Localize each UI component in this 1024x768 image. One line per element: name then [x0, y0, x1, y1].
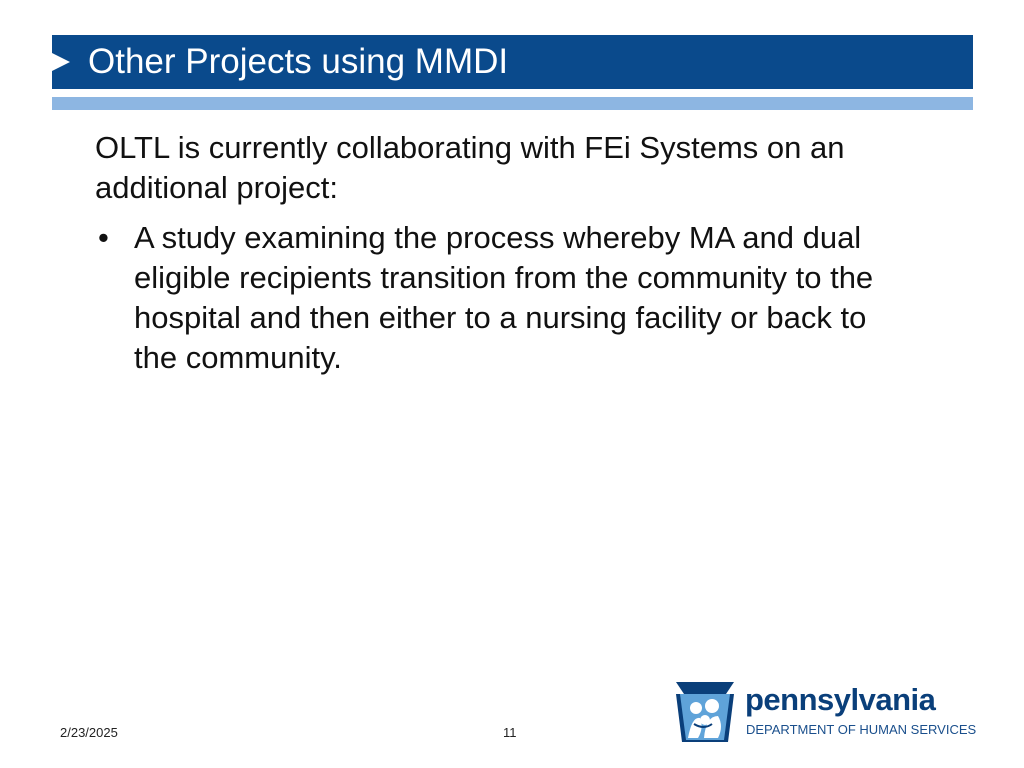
bullet-text: A study examining the process whereby MA and dual eligible recipients transition from the community to the hospital and then either to a nursing facility or back to the community.	[134, 220, 874, 375]
bullet-item	[95, 218, 915, 378]
bullet-list	[95, 218, 915, 378]
slide-body	[95, 128, 915, 378]
slide-title: Other Projects using MMDI	[88, 42, 509, 81]
page-number: 11	[503, 725, 517, 740]
logo-department: DEPARTMENT OF HUMAN SERVICES	[746, 722, 977, 737]
footer-date: 2/23/2025	[60, 725, 118, 740]
bullet-icon: •	[98, 220, 109, 255]
title-arrow-icon	[52, 53, 70, 71]
intro-paragraph: OLTL is currently collaborating with FEi Systems on an additional project:	[95, 130, 845, 205]
logo-name: pennsylvania	[745, 682, 936, 717]
title-bar	[52, 35, 973, 89]
pennsylvania-dhs-logo	[674, 680, 977, 744]
title-underline	[52, 97, 973, 110]
keystone-family-logo-icon	[674, 680, 736, 744]
